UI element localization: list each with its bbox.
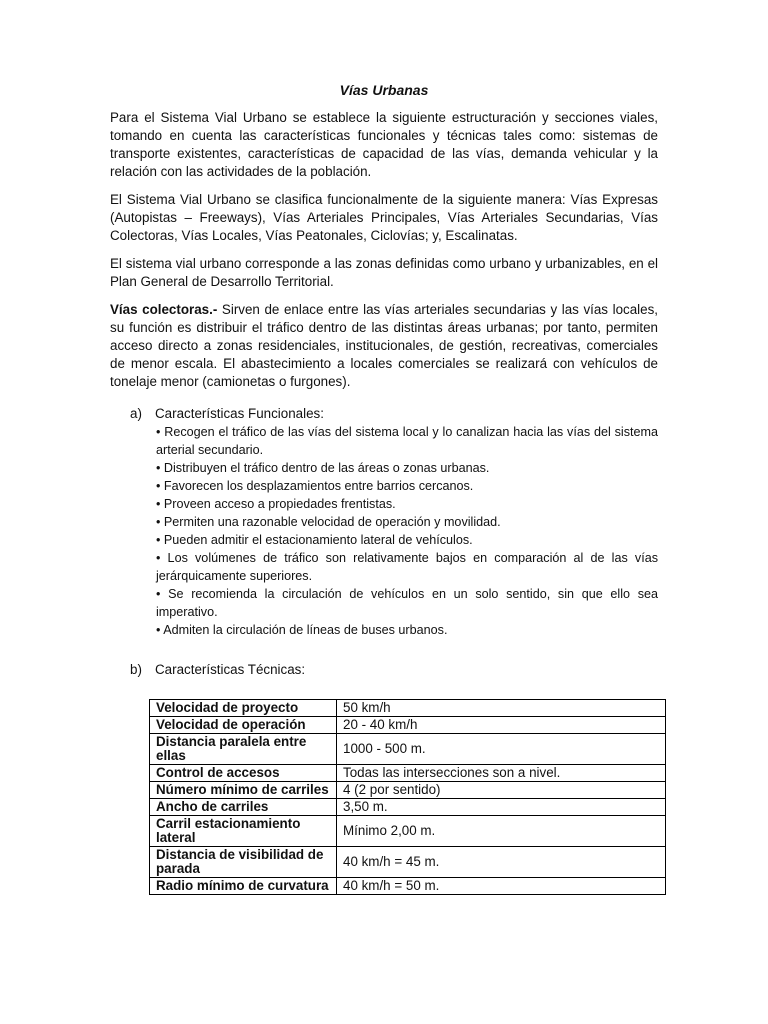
section-b-marker: b) (130, 662, 142, 677)
table-cell-value: Todas las intersecciones son a nivel. (337, 765, 666, 782)
table-row (150, 799, 666, 816)
document-page (110, 82, 658, 895)
table-row (150, 816, 666, 847)
section-a-marker: a) (130, 406, 142, 421)
section-b-title: Características Técnicas: (155, 662, 306, 677)
list-item: • Proveen acceso a propiedades frentistas. (156, 497, 396, 511)
table-cell-label: Número mínimo de carriles (150, 782, 337, 799)
table-cell-value: 40 km/h = 50 m. (337, 878, 666, 895)
list-item: • Los volúmenes de tráfico son relativamente bajos en comparación al de las vías jerárquicamente superiores. (156, 551, 658, 583)
table-cell-label: Distancia de visibilidad de parada (150, 847, 337, 878)
page-title: Vías Urbanas (339, 82, 429, 98)
table-cell-value: 50 km/h (337, 700, 666, 717)
collector-roads-lead: Vías colectoras.- (110, 302, 218, 317)
paragraph-intro: Para el Sistema Vial Urbano se establece la siguiente estructuración y secciones viales, tomando en cuenta las características funcionales y técnicas tales como: sistemas de transporte existentes, características de capacidad de las vías, demanda vehicular y la relación con las actividades de la población. (110, 110, 658, 179)
technical-characteristics-table (149, 699, 666, 895)
table-row (150, 782, 666, 799)
table-cell-label: Radio mínimo de curvatura (150, 878, 337, 895)
table-row (150, 717, 666, 734)
table-cell-label: Control de accesos (150, 765, 337, 782)
table-cell-label: Carril estacionamiento lateral (150, 816, 337, 847)
table-cell-value: 3,50 m. (337, 799, 666, 816)
table-cell-label: Distancia paralela entre ellas (150, 734, 337, 765)
paragraph-classification: El Sistema Vial Urbano se clasifica funcionalmente de la siguiente manera: Vías Expresas (Autopistas – Freeways), Vías Arteriales Principales, Vías Arteriales Secundarias, Vías Colectoras, Vías Locales, Vías Peatonales, Ciclovías; y, Escalinatas. (110, 192, 658, 243)
table-row (150, 734, 666, 765)
table-cell-value: Mínimo 2,00 m. (337, 816, 666, 847)
section-a-title: Características Funcionales: (155, 406, 324, 421)
list-item: • Permiten una razonable velocidad de operación y movilidad. (156, 515, 501, 529)
table-cell-label: Ancho de carriles (150, 799, 337, 816)
table-row (150, 700, 666, 717)
table-cell-value: 4 (2 por sentido) (337, 782, 666, 799)
functional-characteristics-list (156, 423, 658, 639)
table-cell-value: 40 km/h = 45 m. (337, 847, 666, 878)
list-item: • Distribuyen el tráfico dentro de las áreas o zonas urbanas. (156, 461, 490, 475)
collector-roads-text: Sirven de enlace entre las vías arteriales secundarias y las vías locales, su función es distribuir el tráfico dentro de las distintas áreas urbanas; por tanto, permiten acceso directo a zonas residenciales, institucionales, de gestión, recreativas, comerciales de menor escala. El abastecimiento a locales comerciales se realizará con vehículos de tonelaje menor (camionetas o furgones). (110, 302, 658, 389)
table-cell-value: 20 - 40 km/h (337, 717, 666, 734)
table-row (150, 878, 666, 895)
section-b-heading (110, 661, 658, 679)
list-item: • Favorecen los desplazamientos entre barrios cercanos. (156, 479, 474, 493)
paragraph-zones: El sistema vial urbano corresponde a las zonas definidas como urbano y urbanizables, en el Plan General de Desarrollo Territorial. (110, 256, 658, 289)
table-row (150, 765, 666, 782)
list-item: • Recogen el tráfico de las vías del sistema local y lo canalizan hacia las vías del sistema arterial secundario. (156, 425, 658, 457)
table-row (150, 847, 666, 878)
list-item: • Se recomienda la circulación de vehículos en un solo sentido, sin que ello sea imperativo. (156, 587, 658, 619)
list-item: • Pueden admitir el estacionamiento lateral de vehículos. (156, 533, 473, 547)
paragraph-collector-roads (110, 301, 658, 391)
table-cell-value: 1000 - 500 m. (337, 734, 666, 765)
table-cell-label: Velocidad de proyecto (150, 700, 337, 717)
table-cell-label: Velocidad de operación (150, 717, 337, 734)
list-item: • Admiten la circulación de líneas de buses urbanos. (156, 623, 448, 637)
section-a-heading (110, 405, 658, 423)
